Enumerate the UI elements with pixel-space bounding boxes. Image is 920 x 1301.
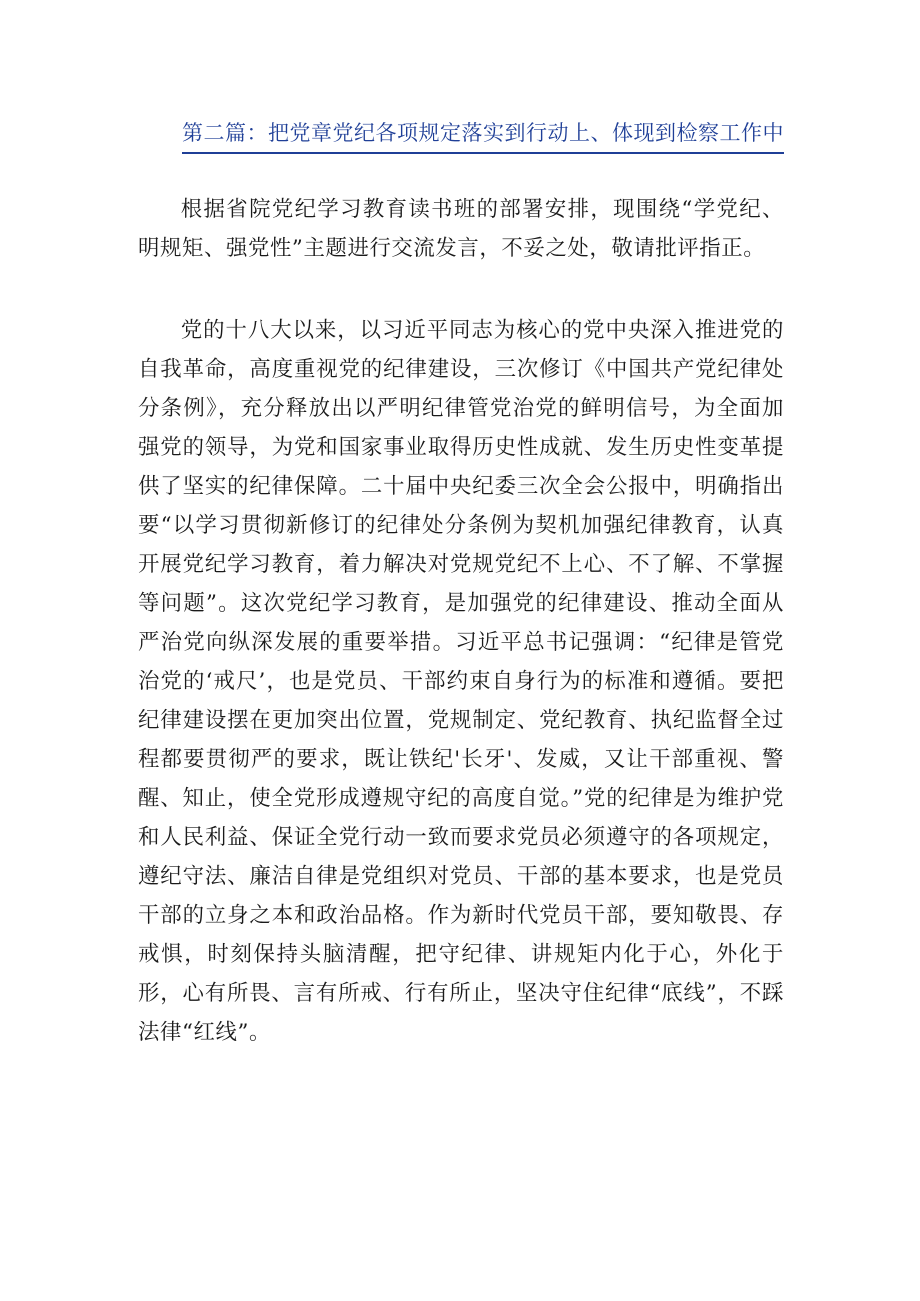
paragraph-intro: 根据省院党纪学习教育读书班的部署安排，现围绕“学党纪、明规矩、强党性”主题进行交流发言，不妥之处，敬请批评指正。 (138, 197, 784, 261)
document-title: 第二篇：把党章党纪各项规定落实到行动上、体现到检察工作中 (182, 116, 784, 154)
paragraph-main: 党的十八大以来，以习近平同志为核心的党中央深入推进党的自我革命，高度重视党的纪律建设，三次修订《中国共产党纪律处分条例》，充分释放出以严明纪律管党治党的鲜明信号，为全面加强党的领导，为党和国家事业取得历史性成就、发生历史性变革提供了坚实的纪律保障。二十届中央纪委三次全会公报中，明确指出要“以学习贯彻新修订的纪律处分条例为契机加强纪律教育，认真开展党纪学习教育，着力解决对党规党纪不上心、不了解、不掌握等问题”。这次党纪学习教育，是加强党的纪律建设、推动全面从严治党向纵深发展的重要举措。习近平总书记强调：“纪律是管党治党的‘戒尺’，也是党员、干部约束自身行为的标准和遵循。要把纪律建设摆在更加突出位置，党规制定、党纪教育、执纪监督全过程都要贯彻严的要求，既让铁纪'长牙'、发威，又让干部重视、警醒、知止，使全党形成遵规守纪的高度自觉。”党的纪律是为维护党和人民利益、保证全党行动一致而要求党员必须遵守的各项规定，遵纪守法、廉洁自律是党组织对党员、干部的基本要求，也是党员干部的立身之本和政治品格。作为新时代党员干部，要知敬畏、存戒惧，时刻保持头脑清醒，把守纪律、讲规矩内化于心，外化于形，心有所畏、言有所戒、行有所止，坚决守住纪律“底线”，不踩法律“红线”。 (138, 318, 784, 1045)
title-container (138, 116, 784, 154)
